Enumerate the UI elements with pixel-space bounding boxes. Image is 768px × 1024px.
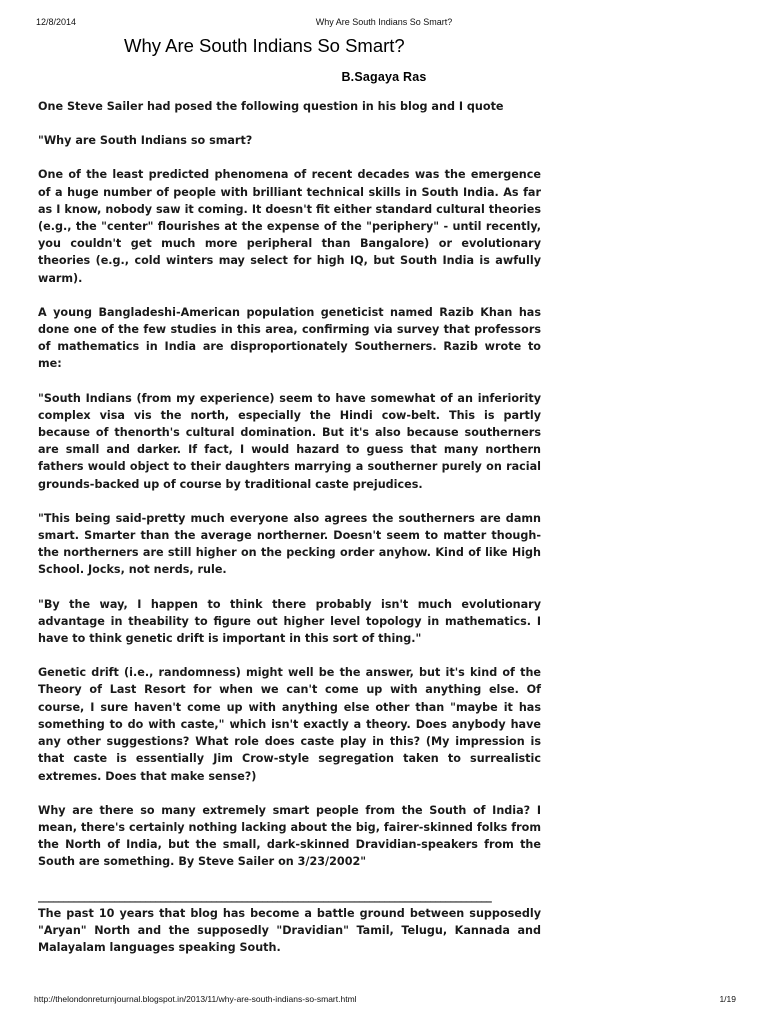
print-date: 12/8/2014 — [36, 17, 77, 27]
paragraph-why-south: Why are there so many extremely smart people from the South of India? I mean, there's certainly nothing lacking about the big, fairer-skinned folks from the North of India, but the small, dark-skinned Dravidian-speakers from the South are something. By Steve Sailer on 3/23/2002" — [38, 803, 541, 869]
paragraph-quote-smart: "This being said-pretty much everyone also agrees the southerners are damn smart. Smarter than the average northerner. Doesn't seem to matter though-the northerners are still higher on the pecking order anyhow. Kind of like High School. Jocks, not nerds, rule. — [38, 511, 541, 577]
print-page-title: Why Are South Indians So Smart? — [315, 17, 453, 27]
source-url[interactable]: http://thelondonreturnjournal.blogspot.in/2013/11/why-are-south-indians-so-smart.html — [34, 994, 357, 1004]
paragraph-genetic-drift: Genetic drift (i.e., randomness) might well be the answer, but it's kind of the Theory of Last Resort for when we can't come up with anything else. Of course, I sure haven't come up with anything else other than "maybe it has something to do with caste," which isn't exactly a theory. Does anybody have any other suggestions? What role does caste play in this? (My impression is that caste is essentially Jim Crow-style segregation taken to surrealistic extremes. Does that make sense?) — [38, 666, 541, 783]
article-author: B.Sagaya Ras — [341, 70, 427, 84]
paragraph-intro: One Steve Sailer had posed the following question in his blog and I quote — [38, 100, 504, 113]
page-number: 1/19 — [719, 994, 736, 1004]
paragraph-phenomena: One of the least predicted phenomena of recent decades was the emergence of a huge number of people with brilliant technical skills in South India. As far as I know, nobody saw it coming. It doesn't fit either standard cultural theories (e.g., the "center" flourishes at the expense of the "periphery" - until recently, you couldn't get much more peripheral than Bangalore) or evolutionary theories (e.g., cold winters may select for high IQ, but South India is awfully warm). — [38, 168, 541, 285]
paragraph-past-10-years: The past 10 years that blog has become a battle ground between supposedly "Aryan" North and the supposedly "Dravidian" Tamil, Telugu, Kannada and Malayalam languages speaking South. — [38, 906, 541, 955]
paragraph-razib-khan: A young Bangladeshi-American population geneticist named Razib Khan has done one of the few studies in this area, confirming via survey that professors of mathematics in India are disproportionately Southerners. Razib wrote to me: — [38, 305, 541, 371]
paragraph-quote-topology: "By the way, I happen to think there probably isn't much evolutionary advantage in theability to figure out higher level topology in mathematics. I have to think genetic drift is important in this sort of thing." — [38, 597, 541, 646]
paragraph-question: "Why are South Indians so smart? — [38, 134, 253, 148]
article-title: Why Are South Indians So Smart? — [124, 35, 405, 56]
article-body — [38, 98, 541, 956]
separator-line: _________________________________________________________________________________________ — [38, 889, 492, 903]
paragraph-quote-inferiority: "South Indians (from my experience) seem to have somewhat of an inferiority complex visa vis the north, especially the Hindi cow-belt. This is partly because of thenorth's cultural domination. But it's also because southerners are small and darker. If fact, I would hazard to guess that many northern fathers would object to their daughters marrying a southerner purely on racial grounds-backed up of course by traditional caste prejudices. — [38, 391, 541, 491]
